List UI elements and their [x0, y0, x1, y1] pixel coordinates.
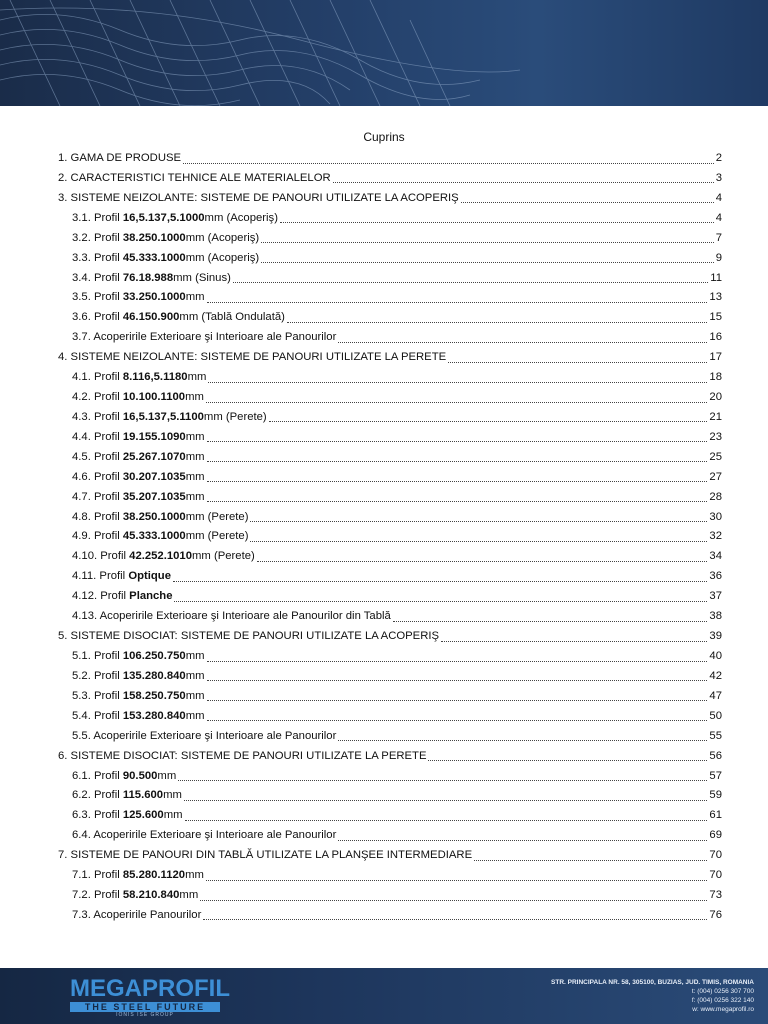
dot-leader	[207, 668, 708, 681]
dot-leader	[183, 151, 714, 164]
toc-page-number: 2	[715, 152, 722, 164]
toc-subsection-entry[interactable]	[72, 447, 722, 467]
toc-text: 3.7. Acoperirile Exterioare şi Interioare ale Panourilor	[72, 331, 337, 344]
toc-section-entry[interactable]	[58, 845, 722, 865]
logo-group: IONIS ISE GROUP	[116, 1012, 174, 1018]
toc-text: mm (Perete)	[185, 510, 249, 523]
toc-subsection-entry[interactable]	[72, 287, 722, 307]
toc-text: mm	[185, 669, 205, 682]
toc-section-entry[interactable]	[58, 746, 722, 766]
logo-tagline: THE STEEL FUTURE	[70, 1002, 220, 1012]
toc-page-number: 40	[709, 650, 722, 662]
toc-page-number: 50	[709, 709, 722, 722]
dot-leader	[461, 190, 714, 203]
toc-subsection-entry[interactable]	[72, 805, 722, 825]
dot-leader	[206, 390, 708, 403]
profile-code: Optique	[128, 570, 171, 583]
toc-subsection-entry[interactable]	[72, 248, 722, 268]
megaprofil-logo	[70, 975, 230, 1018]
toc-text: 1. GAMA DE PRODUSE	[58, 152, 182, 164]
toc-page-number: 34	[709, 550, 722, 563]
toc-page-number: 17	[709, 351, 722, 364]
dot-leader	[207, 649, 708, 662]
toc-subsection-entry[interactable]	[72, 307, 722, 327]
profile-code: 30.207.1035	[122, 470, 186, 483]
dot-leader	[250, 509, 707, 522]
profile-code: Planche	[129, 590, 173, 603]
toc-page-number: 23	[709, 430, 722, 443]
toc-subsection-entry[interactable]	[72, 666, 722, 686]
toc-section-entry[interactable]	[58, 148, 722, 168]
toc-text: 4.12. Profil	[72, 590, 130, 603]
toc-subsection-entry[interactable]	[72, 566, 722, 586]
toc-page-number: 59	[709, 789, 722, 802]
dot-leader	[393, 609, 708, 622]
toc-page-number: 57	[709, 769, 722, 782]
toc-text: mm (Tablă Ondulată)	[179, 311, 285, 324]
toc-subsection-entry[interactable]	[72, 885, 722, 905]
toc-page-number: 27	[709, 470, 722, 483]
toc-subsection-entry[interactable]	[72, 825, 722, 845]
toc-subsection-entry[interactable]	[72, 526, 722, 546]
contact-info	[551, 978, 754, 1014]
toc-section-entry[interactable]	[58, 347, 722, 367]
toc-subsection-entry[interactable]	[72, 546, 722, 566]
toc-text: mm	[185, 490, 205, 503]
toc-text: mm (Perete)	[203, 410, 267, 423]
toc-text: 2. CARACTERISTICI TEHNICE ALE MATERIALELOR	[58, 171, 331, 184]
profile-code: 115.600	[122, 789, 164, 802]
toc-entry-label	[72, 546, 255, 566]
toc-entry-label	[58, 188, 459, 208]
toc-page-number: 70	[709, 849, 722, 862]
toc-entry-label	[72, 566, 171, 586]
toc-text: 3.2. Profil	[72, 231, 123, 244]
toc-text: mm (Acoperiş)	[204, 211, 278, 224]
toc-entry-label	[72, 287, 205, 307]
toc-subsection-entry[interactable]	[72, 905, 722, 925]
toc-text: 4.2. Profil	[72, 391, 123, 404]
toc-text: 5.3. Profil	[72, 689, 123, 702]
toc-text: 3.3. Profil	[72, 251, 123, 264]
corrugated-panel-graphic	[0, 0, 768, 106]
dot-leader	[448, 350, 707, 363]
profile-code: 35.207.1035	[122, 490, 186, 503]
toc-text: mm	[185, 709, 205, 722]
profile-code: 135.280.840	[122, 669, 186, 682]
toc-entry-label	[72, 248, 259, 268]
toc-subsection-entry[interactable]	[72, 327, 722, 347]
profile-code: 45.333.1000	[122, 251, 186, 264]
toc-text: mm (Perete)	[191, 550, 255, 563]
toc-text: mm	[185, 689, 205, 702]
toc-entry-label	[72, 427, 205, 447]
toc-entry-label	[72, 905, 201, 925]
toc-text: 4.1. Profil	[72, 371, 123, 384]
dot-leader	[173, 569, 707, 582]
toc-text: 3.1. Profil	[72, 211, 123, 224]
toc-text: 5.2. Profil	[72, 669, 123, 682]
toc-page-number: 4	[715, 191, 722, 204]
toc-entry-label	[72, 467, 205, 487]
dot-leader	[338, 728, 707, 741]
toc-page-number: 76	[709, 908, 722, 921]
toc-subsection-entry[interactable]	[72, 606, 722, 626]
profile-code: 25.267.1070	[122, 450, 186, 463]
toc-subsection-entry[interactable]	[72, 507, 722, 527]
toc-subsection-entry[interactable]	[72, 785, 722, 805]
toc-page-number: 15	[709, 311, 722, 324]
toc-page-number: 13	[709, 291, 722, 304]
toc-page-number: 73	[709, 889, 722, 902]
toc-text: 5.4. Profil	[72, 709, 123, 722]
dot-leader	[207, 708, 708, 721]
toc-subsection-entry[interactable]	[72, 467, 722, 487]
toc-text: 7. SISTEME DE PANOURI DIN TABLĂ UTILIZATE LA PLANŞEE INTERMEDIARE	[58, 849, 473, 862]
toc-page-number: 11	[710, 271, 722, 284]
toc-page-number: 16	[709, 331, 722, 344]
toc-page-number: 32	[709, 530, 722, 543]
toc-text: 5.5. Acoperirile Exterioare şi Interioare ale Panourilor	[72, 729, 337, 742]
toc-entry-label	[58, 626, 439, 646]
dot-leader	[184, 788, 708, 801]
toc-entry-label	[72, 228, 259, 248]
profile-code: 19.155.1090	[122, 430, 186, 443]
dot-leader	[185, 808, 708, 821]
dot-leader	[174, 589, 707, 602]
toc-entry-label	[72, 327, 336, 347]
profile-code: 38.250.1000	[122, 510, 186, 523]
toc-text: 3. SISTEME NEIZOLANTE: SISTEME DE PANOURI UTILIZATE LA ACOPERIŞ	[58, 191, 459, 204]
contact-phone: t: (004) 0256 307 700	[691, 988, 754, 995]
toc-text: mm	[179, 889, 199, 902]
dot-leader	[233, 270, 708, 283]
toc-text: mm	[185, 430, 205, 443]
dot-leader	[428, 748, 707, 761]
toc-text: mm (Perete)	[185, 530, 249, 543]
toc-page-number: 7	[715, 231, 722, 244]
toc-subsection-entry[interactable]	[72, 407, 722, 427]
toc-text: mm	[185, 391, 204, 404]
toc-section-entry[interactable]	[58, 168, 722, 188]
dot-leader	[178, 768, 707, 781]
toc-page-number: 39	[709, 630, 722, 643]
toc-text: 6.3. Profil	[72, 809, 123, 822]
toc-text: 7.3. Acoperirile Panourilor	[72, 908, 202, 921]
toc-text: 4.3. Profil	[72, 410, 123, 423]
dot-leader	[207, 449, 708, 462]
toc-text: 3.6. Profil	[72, 311, 123, 324]
toc-entry-label	[72, 606, 391, 626]
toc-page-number: 56	[709, 749, 722, 762]
toc-entry-label	[72, 447, 205, 467]
toc-subsection-entry[interactable]	[72, 427, 722, 447]
toc-page-number: 70	[709, 869, 722, 882]
toc-page-number: 36	[709, 570, 722, 583]
toc-text: 4.4. Profil	[72, 430, 123, 443]
profile-code: 46.150.900	[122, 311, 180, 324]
profile-code: 76.18.988	[122, 271, 174, 284]
toc-text: mm	[163, 789, 182, 802]
toc-text: mm (Acoperiş)	[185, 231, 260, 244]
dot-leader	[338, 828, 707, 841]
dot-leader	[206, 868, 708, 881]
dot-leader	[269, 409, 708, 422]
toc-text: 6.4. Acoperirile Exterioare şi Interioare ale Panourilor	[72, 829, 337, 842]
toc-subsection-entry[interactable]	[72, 706, 722, 726]
toc-entry-label	[72, 367, 206, 387]
toc-subsection-entry[interactable]	[72, 268, 722, 288]
toc-page-number: 21	[709, 410, 722, 423]
toc-entry-label	[72, 666, 205, 686]
toc-entry-label	[58, 746, 426, 766]
toc-text: mm	[185, 470, 205, 483]
logo-wordmark: MEGAPROFIL	[70, 975, 230, 1002]
profile-code: 33.250.1000	[122, 291, 186, 304]
toc-page-number: 20	[709, 391, 722, 404]
toc-subsection-entry[interactable]	[72, 208, 722, 228]
toc-text: mm	[185, 450, 205, 463]
toc-text: 3.5. Profil	[72, 291, 123, 304]
toc-entry-label	[72, 706, 205, 726]
profile-code: 42.252.1010	[129, 550, 192, 563]
profile-code: 16,5.137,5.1100	[122, 410, 204, 423]
toc-page-number: 69	[709, 829, 722, 842]
toc-entry-label	[72, 885, 198, 905]
toc-entry-label	[72, 586, 172, 606]
dot-leader	[200, 888, 707, 901]
profile-code: 85.280.1120	[122, 869, 186, 882]
dot-leader	[261, 230, 714, 243]
toc-text: mm	[185, 650, 205, 662]
toc-text: mm (Acoperiş)	[185, 251, 260, 264]
dot-leader	[250, 529, 707, 542]
toc-text: mm	[185, 869, 204, 882]
profile-code: 158.250.750	[122, 689, 186, 702]
toc-entry-label	[72, 686, 205, 706]
toc-section-entry[interactable]	[58, 626, 722, 646]
toc-subsection-entry[interactable]	[72, 865, 722, 885]
toc-text: 4.13. Acoperirile Exterioare şi Interioare ale Panourilor din Tablă	[72, 610, 391, 623]
profile-code: 90.500	[122, 769, 158, 782]
contact-address: STR. PRINCIPALA NR. 58, 305100, BUZIAS, JUD. TIMIS, ROMANIA	[551, 979, 754, 986]
dot-leader	[261, 250, 714, 263]
toc-subsection-entry[interactable]	[72, 726, 722, 746]
toc-text: 6. SISTEME DISOCIAT: SISTEME DE PANOURI UTILIZATE LA PERETE	[58, 749, 427, 762]
toc-entry-label	[58, 148, 181, 168]
contact-website: w: www.megaprofil.ro	[692, 1006, 754, 1013]
toc-entry-label	[72, 865, 204, 885]
toc-page-number: 37	[709, 590, 722, 603]
toc-title: Cuprins	[363, 130, 405, 144]
toc-entry-label	[58, 168, 331, 188]
toc-entry-label	[58, 347, 446, 367]
profile-code: 125.600	[122, 809, 164, 822]
profile-code: 38.250.1000	[122, 231, 186, 244]
toc-text: 3.4. Profil	[72, 271, 123, 284]
toc-page-number: 18	[709, 371, 722, 384]
toc-entry-label	[72, 407, 267, 427]
toc-entry-label	[72, 825, 336, 845]
profile-code: 58.210.840	[122, 889, 180, 902]
dot-leader	[257, 549, 708, 562]
profile-code: 45.333.1000	[122, 530, 186, 543]
toc-page-number: 30	[709, 510, 722, 523]
toc-subsection-entry[interactable]	[72, 367, 722, 387]
toc-text: 5. SISTEME DISOCIAT: SISTEME DE PANOURI UTILIZATE LA ACOPERIŞ	[58, 630, 440, 643]
toc-entry-label	[72, 268, 231, 288]
toc-page-number: 42	[709, 669, 722, 682]
toc-page-number: 28	[709, 490, 722, 503]
toc-text: 4.5. Profil	[72, 450, 123, 463]
dot-leader	[333, 170, 714, 183]
toc-entry-label	[72, 646, 205, 666]
toc-entry-label	[72, 507, 248, 527]
toc-text: 6.1. Profil	[72, 769, 123, 782]
toc-entry-label	[58, 845, 472, 865]
toc-page-number: 61	[709, 809, 722, 822]
profile-code: 106.250.750	[122, 650, 186, 662]
toc-text: 7.2. Profil	[72, 889, 123, 902]
toc-subsection-entry[interactable]	[72, 646, 722, 666]
toc-page-number: 4	[715, 211, 722, 224]
dot-leader	[441, 629, 707, 642]
toc-page-number: 25	[709, 450, 722, 463]
toc-page-number: 47	[709, 689, 722, 702]
profile-code: 16,5.137,5.1000	[122, 211, 205, 224]
toc-entry-label	[72, 487, 205, 507]
toc-text: mm	[163, 809, 183, 822]
profile-code: 8.116,5.1180	[122, 371, 188, 384]
toc-text: mm	[157, 769, 177, 782]
toc-entry-label	[72, 307, 285, 327]
toc-text: 4.9. Profil	[72, 530, 123, 543]
toc-text: 4.6. Profil	[72, 470, 123, 483]
toc-entry-label	[72, 387, 204, 407]
toc-text: mm	[187, 371, 207, 384]
toc-text: 4.7. Profil	[72, 490, 123, 503]
dot-leader	[207, 429, 708, 442]
dot-leader	[207, 489, 708, 502]
toc-text: 5.1. Profil	[72, 650, 123, 662]
dot-leader	[338, 330, 707, 343]
toc-page-number: 9	[715, 251, 722, 264]
dot-leader	[280, 210, 714, 223]
toc-subsection-entry[interactable]	[72, 228, 722, 248]
toc-text: 4.8. Profil	[72, 510, 123, 523]
dot-leader	[207, 290, 708, 303]
toc-text: 6.2. Profil	[72, 789, 123, 802]
toc-subsection-entry[interactable]	[72, 686, 722, 706]
header-banner	[0, 0, 768, 106]
toc-section-entry[interactable]	[58, 188, 722, 208]
contact-fax: f: (004) 0256 322 140	[691, 997, 754, 1004]
toc-text: 4.11. Profil	[72, 570, 129, 583]
toc-entry-label	[72, 526, 248, 546]
dot-leader	[474, 848, 707, 861]
toc-entry-label	[72, 785, 182, 805]
toc-text: 7.1. Profil	[72, 869, 123, 882]
toc-text: mm	[185, 291, 205, 304]
toc-subsection-entry[interactable]	[72, 586, 722, 606]
toc-entry-label	[72, 805, 183, 825]
toc-subsection-entry[interactable]	[72, 766, 722, 786]
dot-leader	[208, 370, 707, 383]
toc-entry-label	[72, 208, 278, 228]
toc-subsection-entry[interactable]	[72, 487, 722, 507]
profile-code: 153.280.840	[122, 709, 186, 722]
dot-leader	[207, 688, 708, 701]
toc-entry-label	[72, 726, 336, 746]
profile-code: 10.100.1100	[122, 391, 186, 404]
toc-text: 4.10. Profil	[72, 550, 130, 563]
dot-leader	[207, 469, 708, 482]
dot-leader	[203, 907, 707, 920]
toc-subsection-entry[interactable]	[72, 387, 722, 407]
dot-leader	[287, 310, 708, 323]
toc-page-number: 3	[715, 171, 722, 184]
toc-page-number: 38	[709, 610, 722, 623]
toc-entry-label	[72, 766, 176, 786]
toc-text: mm (Sinus)	[173, 271, 231, 284]
toc-text: 4. SISTEME NEIZOLANTE: SISTEME DE PANOURI UTILIZATE LA PERETE	[58, 351, 447, 364]
toc-page-number: 55	[709, 729, 722, 742]
